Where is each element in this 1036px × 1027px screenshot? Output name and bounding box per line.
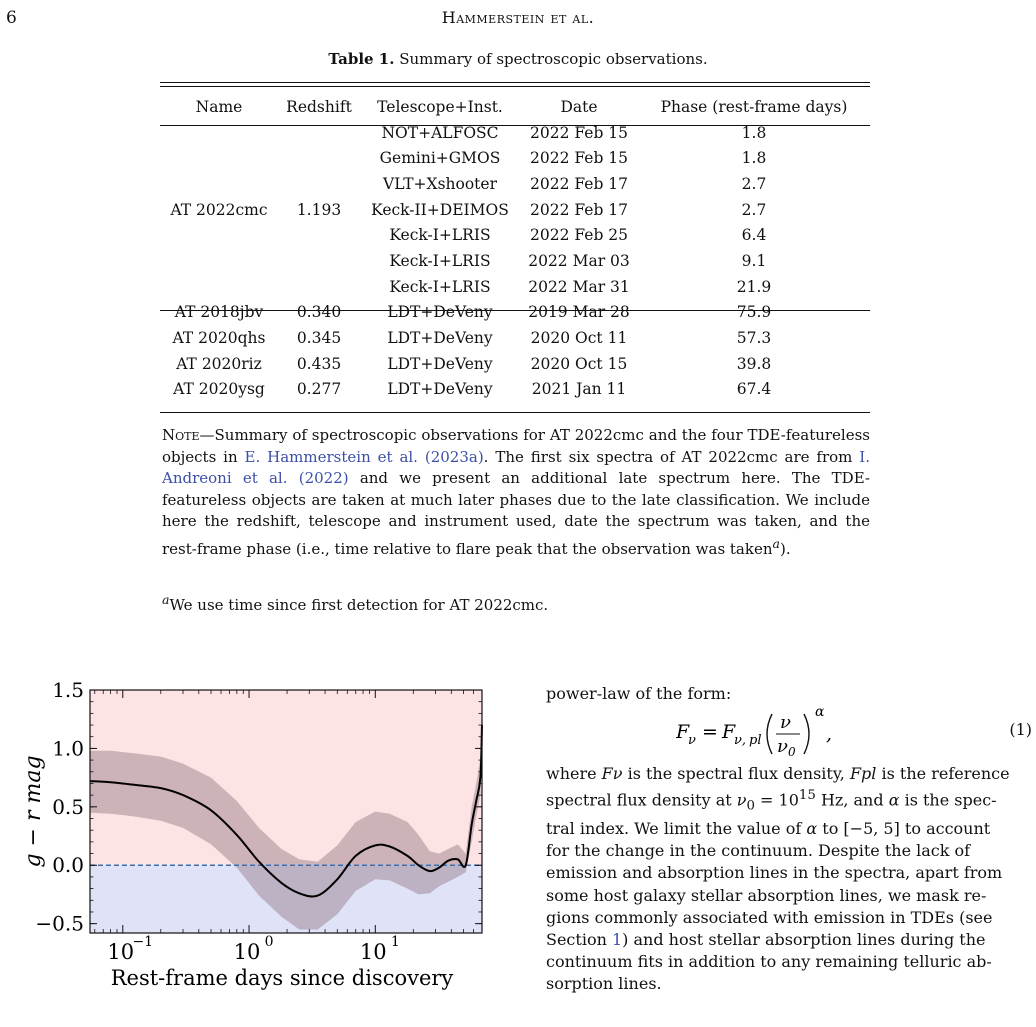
y-tick-label: 1.0 <box>52 736 84 761</box>
note-superscript: a <box>772 535 780 551</box>
table-bottom-rule <box>160 412 870 413</box>
cell-name: AT 2020riz <box>176 354 262 373</box>
cell-phase: 6.4 <box>741 226 767 245</box>
header-phase: Phase (rest-frame days) <box>660 97 848 116</box>
body-line: for the change in the continuum. Despite the lack of <box>546 841 971 861</box>
body-para-2 <box>546 763 1032 996</box>
x-tick-label: 10 <box>233 940 261 964</box>
running-header: Hammerstein et al. <box>441 8 595 27</box>
color-evolution-chart <box>0 670 500 1027</box>
cell-inst: Keck-I+LRIS <box>389 226 491 245</box>
svg-text:pl: pl <box>749 733 762 748</box>
x-axis-label: Rest-frame days since discovery <box>110 966 454 990</box>
cell-inst: Gemini+GMOS <box>379 149 501 168</box>
cell-inst: VLT+Xshooter <box>383 174 497 193</box>
cell-date: 2022 Mar 03 <box>528 251 630 270</box>
cell-inst: Keck-I+LRIS <box>389 277 491 296</box>
cell-phase: 2.7 <box>741 200 767 219</box>
cell-date: 2022 Feb 17 <box>529 200 629 219</box>
svg-text:F: F <box>722 721 736 743</box>
svg-text:F: F <box>676 721 690 743</box>
note-text: ). <box>779 539 791 558</box>
body-line: emission and absorption lines in the spectra, apart from <box>546 863 1003 883</box>
table-caption <box>0 50 1036 68</box>
cell-inst: NOT+ALFOSC <box>381 123 499 142</box>
note-text: —Summary of spectroscopic observations for AT 2022cmc and the four TDE-featureless objects in <box>162 426 870 466</box>
cell-inst: LDT+DeVeny <box>387 380 493 399</box>
header-redshift: Redshift <box>286 97 352 116</box>
cell-name: AT 2020ysg <box>173 380 265 399</box>
table-row <box>160 120 870 146</box>
footnote-marker: a <box>162 592 170 607</box>
y-tick-label: 1.5 <box>52 678 84 702</box>
cell-phase: 9.1 <box>741 251 767 270</box>
cell-date: 2020 Oct 15 <box>530 354 628 373</box>
cell-date: 2022 Feb 15 <box>529 123 629 142</box>
cell-date: 2021 Jan 11 <box>531 380 627 399</box>
table-header-rule <box>160 125 870 126</box>
cell-phase: 67.4 <box>736 380 772 399</box>
page-number: 6 <box>6 8 17 28</box>
body-line: continuum fits in addition to any remaining telluric ab- <box>546 952 992 972</box>
cell-date: 2022 Feb 17 <box>529 174 629 193</box>
cell-phase: 21.9 <box>736 277 772 296</box>
svg-text:α: α <box>815 704 825 720</box>
body-line: sorption lines. <box>546 974 662 994</box>
table-row <box>160 300 870 326</box>
table-row <box>160 325 870 351</box>
cell-inst: LDT+DeVeny <box>387 329 493 348</box>
cell-date: 2022 Mar 31 <box>528 277 630 296</box>
cell-inst: Keck-I+LRIS <box>389 251 491 270</box>
equation-1 <box>546 700 1032 759</box>
table-caption-text: Summary of spectroscopic observations. <box>399 50 708 68</box>
equation-graphic <box>676 700 976 760</box>
equation-number: (1) <box>1009 720 1032 739</box>
cell-phase: 39.8 <box>736 354 772 373</box>
ref-section-1[interactable]: 1 <box>611 929 623 949</box>
x-tick-exponent: 0 <box>264 934 274 950</box>
x-tick-label: 10 <box>107 940 135 964</box>
cell-date: 2022 Feb 25 <box>529 226 629 245</box>
table-top-rule <box>160 82 870 87</box>
cell-date: 2019 Mar 28 <box>528 303 630 322</box>
table-footnote <box>162 592 548 614</box>
note-text: and we present an additional late spectrum here. The TDE-featureless objects are taken at much later phases due to the late classification. We include here the redshift, telescope and instrument used, date the spectrum was taken, and the rest-frame phase (i.e., time relative to flare peak that the observation was taken <box>162 469 870 558</box>
table-note <box>162 425 870 560</box>
cell-inst: LDT+DeVeny <box>387 354 493 373</box>
cell-name: AT 2018jbv <box>174 303 264 322</box>
cell-phase: 75.9 <box>736 303 772 322</box>
note-label: Note <box>162 426 200 444</box>
cell-inst: Keck-II+DEIMOS <box>371 200 509 219</box>
x-tick-label: 10 <box>359 940 387 964</box>
observations-table <box>160 94 870 402</box>
cell-name: AT 2020qhs <box>172 329 266 348</box>
table-caption-label: Table 1. <box>328 50 395 68</box>
cell-date: 2020 Oct 11 <box>530 329 628 348</box>
y-tick-label: 0.0 <box>52 853 84 878</box>
ref-hammerstein-2023a[interactable]: E. Hammerstein et al. (2023a) <box>244 447 484 466</box>
body-line: Section 1) and host stellar absorption lines during the <box>546 929 986 949</box>
table-header-row <box>160 94 870 120</box>
cell-name: AT 2022cmc <box>170 200 268 219</box>
body-line: some host galaxy stellar absorption lines, we mask re- <box>546 885 987 905</box>
header-telescope: Telescope+Inst. <box>377 97 503 116</box>
header-name: Name <box>195 97 243 116</box>
footnote-text: We use time since first detection for AT 2022cmc. <box>169 596 549 614</box>
x-tick-exponent: −1 <box>132 934 154 950</box>
cell-date: 2022 Feb 15 <box>529 149 629 168</box>
body-line: tral index. We limit the value of α to [−5, 5] to account <box>546 818 991 838</box>
body-line: spectral flux density at $\nu_0 = 10^{15}$ Hz, and α is the spec- <box>546 788 997 814</box>
y-tick-label: −0.5 <box>35 911 84 936</box>
cell-phase: 57.3 <box>736 329 772 348</box>
cell-phase: 2.7 <box>741 174 767 193</box>
x-tick-exponent: 1 <box>390 934 400 950</box>
cell-phase: 1.8 <box>741 123 767 142</box>
table-group-rule <box>160 310 870 311</box>
svg-text:,: , <box>826 723 833 745</box>
header-date: Date <box>560 97 598 116</box>
body-line: gions commonly associated with emission in TDEs (see <box>546 907 993 927</box>
cell-redshift: 0.435 <box>296 354 342 373</box>
ref-andreoni-2022[interactable]: I. Andreoni et al. (2022) <box>162 447 870 487</box>
body-line: where Fν is the spectral flux density, Fpl is the reference <box>546 764 1010 783</box>
y-tick-label: 0.5 <box>52 794 84 819</box>
svg-text:0: 0 <box>788 745 796 759</box>
note-text: . The first six spectra of AT 2022cmc are from <box>483 447 860 466</box>
body-para-1: power-law of the form: <box>546 684 732 703</box>
svg-text:ν: ν <box>777 736 788 757</box>
cell-redshift: 1.193 <box>296 200 342 219</box>
cell-inst: LDT+DeVeny <box>387 303 493 322</box>
cell-redshift: 0.340 <box>296 303 342 322</box>
svg-text:ν,: ν, <box>734 733 747 748</box>
cell-redshift: 0.345 <box>296 329 342 348</box>
svg-text:=: = <box>702 721 718 743</box>
svg-text:ν: ν <box>780 712 791 733</box>
table-row <box>160 351 870 377</box>
svg-text:ν: ν <box>688 733 696 748</box>
cell-phase: 1.8 <box>741 149 767 168</box>
cell-redshift: 0.277 <box>296 380 342 399</box>
y-axis-label: g − r mag <box>21 755 46 868</box>
table-row <box>160 377 870 403</box>
